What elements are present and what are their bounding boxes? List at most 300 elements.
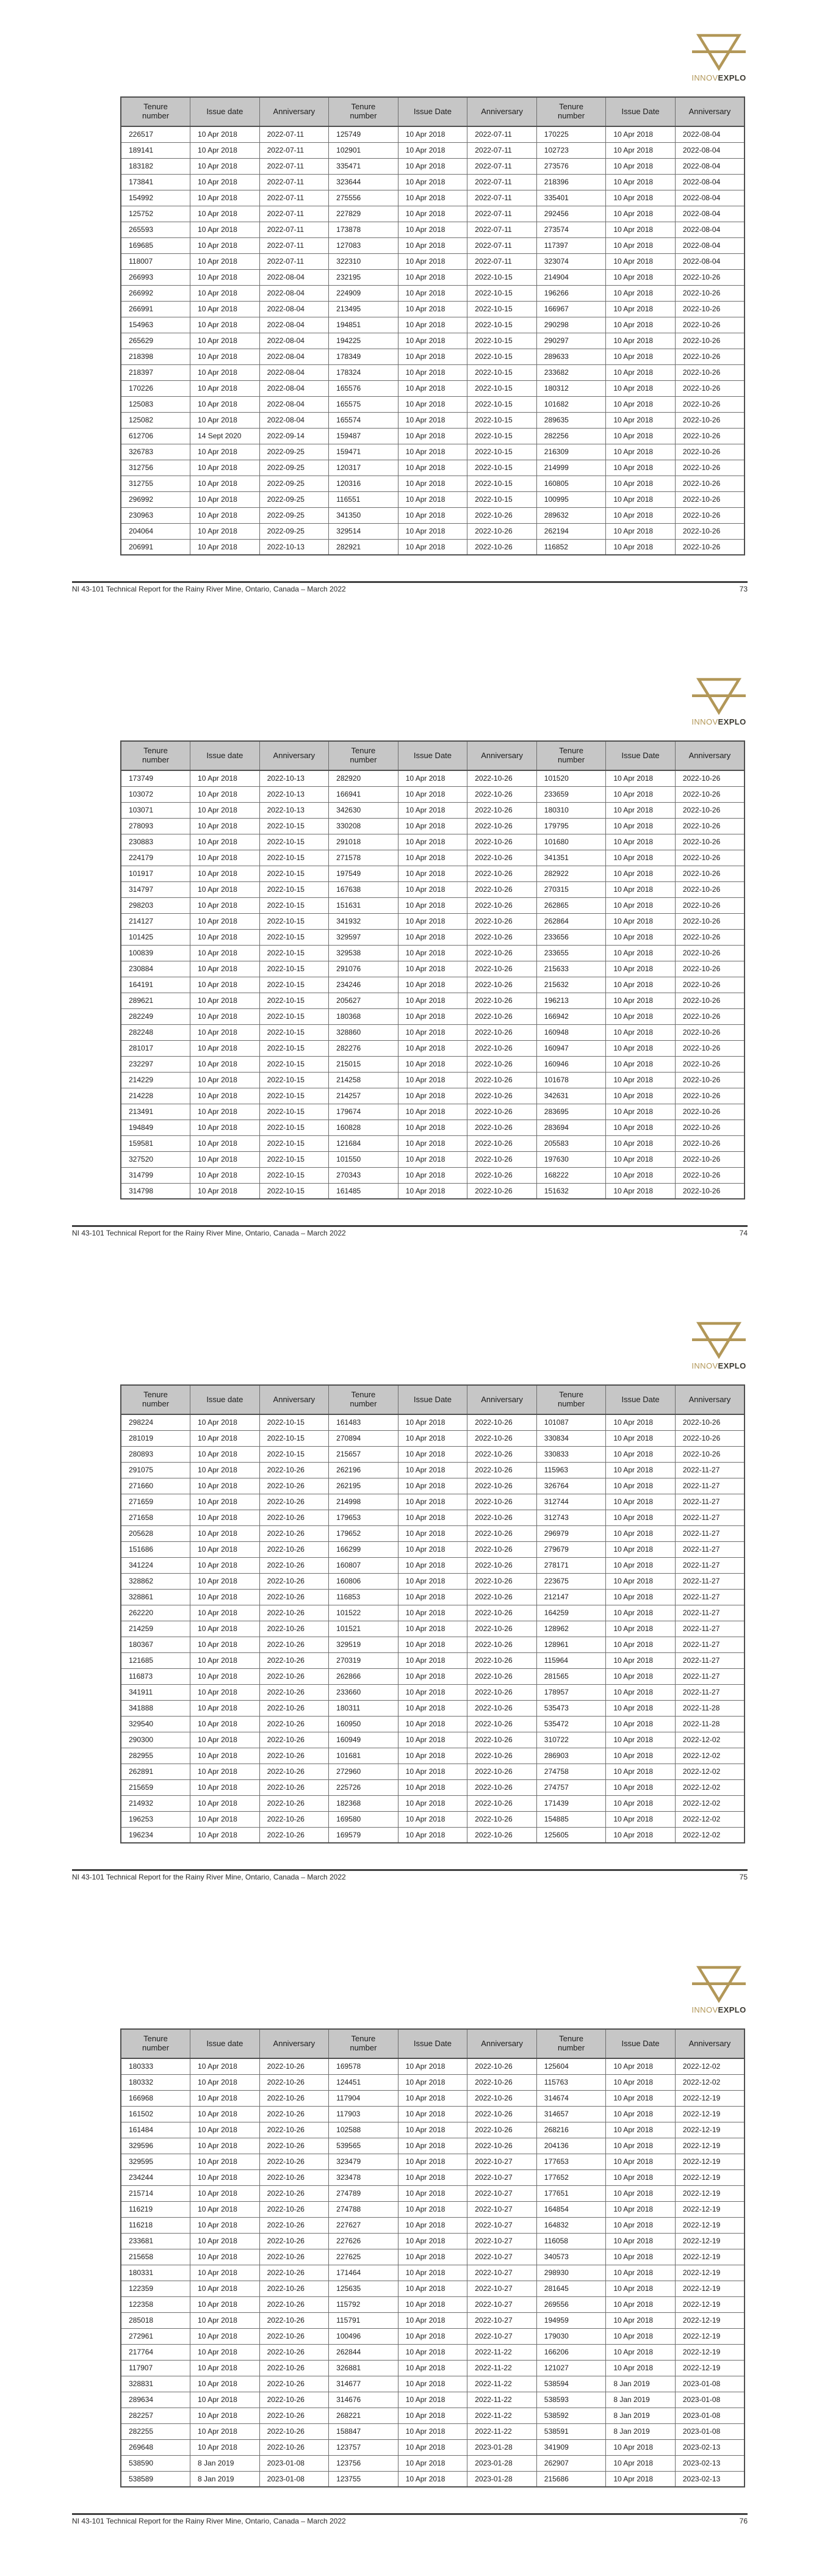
tenure-number-cell: 265629 bbox=[121, 333, 190, 349]
tenure-number-cell: 314799 bbox=[121, 1167, 190, 1183]
anniversary-cell: 2022-10-27 bbox=[467, 2185, 537, 2201]
tenure-number-cell: 329596 bbox=[121, 2138, 190, 2154]
tenure-number-cell: 330834 bbox=[536, 1430, 606, 1446]
issue-date-cell: 10 Apr 2018 bbox=[190, 1573, 260, 1589]
anniversary-cell: 2022-10-26 bbox=[259, 2296, 329, 2312]
anniversary-cell: 2022-10-26 bbox=[675, 897, 745, 913]
issue-date-cell: 10 Apr 2018 bbox=[190, 1605, 260, 1621]
footer-report-title: NI 43-101 Technical Report for the Rainy River Mine, Ontario, Canada – March 2022 bbox=[72, 2517, 346, 2525]
anniversary-cell: 2022-10-26 bbox=[259, 2328, 329, 2344]
table-row bbox=[121, 2439, 745, 2455]
anniversary-cell: 2022-08-04 bbox=[675, 126, 745, 142]
issue-date-cell: 10 Apr 2018 bbox=[398, 158, 467, 174]
tenure-number-cell: 215686 bbox=[536, 2471, 606, 2487]
tenure-number-cell: 160949 bbox=[329, 1732, 398, 1748]
tenure-number-cell: 268221 bbox=[329, 2408, 398, 2423]
tenure-number-cell: 194849 bbox=[121, 1120, 190, 1135]
issue-date-cell: 10 Apr 2018 bbox=[190, 1056, 260, 1072]
tenure-number-cell: 215657 bbox=[329, 1446, 398, 1462]
anniversary-cell: 2022-10-26 bbox=[467, 507, 537, 523]
anniversary-cell: 2022-10-26 bbox=[259, 2201, 329, 2217]
anniversary-cell: 2022-12-02 bbox=[675, 2074, 745, 2090]
document-page bbox=[0, 644, 833, 1288]
tenure-number-cell: 233655 bbox=[536, 945, 606, 961]
anniversary-cell: 2022-10-26 bbox=[259, 2090, 329, 2106]
anniversary-cell: 2022-10-15 bbox=[259, 834, 329, 850]
anniversary-cell: 2022-07-11 bbox=[259, 222, 329, 237]
issue-date-cell: 10 Apr 2018 bbox=[398, 1541, 467, 1557]
tenure-number-cell: 180332 bbox=[121, 2074, 190, 2090]
table-row bbox=[121, 507, 745, 523]
issue-date-cell: 10 Apr 2018 bbox=[398, 897, 467, 913]
tenure-number-cell: 314797 bbox=[121, 881, 190, 897]
tenure-number-cell: 538592 bbox=[536, 2408, 606, 2423]
tenure-number-cell: 115792 bbox=[329, 2296, 398, 2312]
tenure-number-cell: 214258 bbox=[329, 1072, 398, 1088]
anniversary-cell: 2022-10-26 bbox=[675, 317, 745, 333]
tenure-number-cell: 197630 bbox=[536, 1151, 606, 1167]
tenure-number-cell: 212147 bbox=[536, 1589, 606, 1605]
issue-date-cell: 10 Apr 2018 bbox=[190, 253, 260, 269]
anniversary-cell: 2022-10-26 bbox=[675, 460, 745, 476]
tenure-number-cell: 329538 bbox=[329, 945, 398, 961]
tenure-number-cell: 215659 bbox=[121, 1779, 190, 1795]
tenure-number-cell: 262907 bbox=[536, 2455, 606, 2471]
anniversary-cell: 2022-10-26 bbox=[467, 2090, 537, 2106]
tenure-number-cell: 262844 bbox=[329, 2344, 398, 2360]
issue-date-cell: 10 Apr 2018 bbox=[398, 2408, 467, 2423]
issue-date-cell: 10 Apr 2018 bbox=[190, 507, 260, 523]
anniversary-cell: 2022-10-26 bbox=[467, 977, 537, 993]
table-row bbox=[121, 1462, 745, 1478]
table-row bbox=[121, 142, 745, 158]
table-row bbox=[121, 1430, 745, 1446]
issue-date-cell: 10 Apr 2018 bbox=[606, 897, 676, 913]
tenure-number-cell: 196213 bbox=[536, 993, 606, 1008]
anniversary-cell: 2022-07-11 bbox=[259, 237, 329, 253]
anniversary-cell: 2022-10-26 bbox=[467, 1446, 537, 1462]
tenure-number-cell: 282921 bbox=[329, 539, 398, 555]
tenure-number-cell: 122358 bbox=[121, 2296, 190, 2312]
table-row bbox=[121, 158, 745, 174]
anniversary-cell: 2022-10-15 bbox=[259, 897, 329, 913]
tenure-number-cell: 326881 bbox=[329, 2360, 398, 2376]
column-header: Issue date bbox=[190, 741, 260, 770]
issue-date-cell: 10 Apr 2018 bbox=[606, 126, 676, 142]
issue-date-cell: 10 Apr 2018 bbox=[190, 1700, 260, 1716]
table-row bbox=[121, 1040, 745, 1056]
issue-date-cell: 10 Apr 2018 bbox=[398, 237, 467, 253]
table-head bbox=[121, 741, 745, 770]
table-row bbox=[121, 881, 745, 897]
anniversary-cell: 2022-10-26 bbox=[259, 2265, 329, 2281]
tenure-number-cell: 161502 bbox=[121, 2106, 190, 2122]
table-row bbox=[121, 2249, 745, 2265]
tenure-number-cell: 290297 bbox=[536, 333, 606, 349]
footer-page-number: 73 bbox=[739, 585, 748, 593]
anniversary-cell: 2022-10-26 bbox=[675, 1008, 745, 1024]
table-row bbox=[121, 1684, 745, 1700]
tenure-number-cell: 218398 bbox=[121, 349, 190, 364]
issue-date-cell: 10 Apr 2018 bbox=[190, 142, 260, 158]
issue-date-cell: 10 Apr 2018 bbox=[606, 174, 676, 190]
innovexplo-logo bbox=[690, 1321, 748, 1370]
table-row bbox=[121, 2455, 745, 2471]
tenure-number-cell: 215632 bbox=[536, 977, 606, 993]
anniversary-cell: 2022-12-02 bbox=[675, 1795, 745, 1811]
table-row bbox=[121, 850, 745, 866]
issue-date-cell: 10 Apr 2018 bbox=[398, 1716, 467, 1732]
table-row bbox=[121, 1446, 745, 1462]
issue-date-cell: 10 Apr 2018 bbox=[190, 476, 260, 491]
table-row bbox=[121, 2217, 745, 2233]
tenure-number-cell: 329597 bbox=[329, 929, 398, 945]
tenure-number-cell: 180312 bbox=[536, 380, 606, 396]
tenure-number-cell: 323478 bbox=[329, 2169, 398, 2185]
tenure-number-cell: 125752 bbox=[121, 206, 190, 222]
anniversary-cell: 2022-12-19 bbox=[675, 2106, 745, 2122]
column-header: Anniversary bbox=[675, 1385, 745, 1414]
tenure-number-cell: 289634 bbox=[121, 2392, 190, 2408]
issue-date-cell: 10 Apr 2018 bbox=[606, 1462, 676, 1478]
table-row bbox=[121, 539, 745, 555]
issue-date-cell: 10 Apr 2018 bbox=[606, 802, 676, 818]
issue-date-cell: 10 Apr 2018 bbox=[606, 539, 676, 555]
tenure-number-cell: 227627 bbox=[329, 2217, 398, 2233]
anniversary-cell: 2022-10-26 bbox=[467, 1056, 537, 1072]
anniversary-cell: 2022-10-26 bbox=[467, 850, 537, 866]
tenure-number-cell: 121685 bbox=[121, 1652, 190, 1668]
issue-date-cell: 10 Apr 2018 bbox=[398, 1637, 467, 1652]
tenure-number-cell: 230884 bbox=[121, 961, 190, 977]
table-row bbox=[121, 317, 745, 333]
table-row bbox=[121, 412, 745, 428]
anniversary-cell: 2022-12-02 bbox=[675, 2058, 745, 2074]
tenure-number-cell: 262865 bbox=[536, 897, 606, 913]
issue-date-cell: 10 Apr 2018 bbox=[190, 1120, 260, 1135]
issue-date-cell: 10 Apr 2018 bbox=[190, 1684, 260, 1700]
anniversary-cell: 2022-10-15 bbox=[467, 364, 537, 380]
table-row bbox=[121, 523, 745, 539]
issue-date-cell: 10 Apr 2018 bbox=[398, 2281, 467, 2296]
table-row bbox=[121, 1652, 745, 1668]
anniversary-cell: 2022-10-26 bbox=[467, 1779, 537, 1795]
tenure-number-cell: 233682 bbox=[536, 364, 606, 380]
table-row bbox=[121, 1748, 745, 1764]
tenure-number-cell: 312756 bbox=[121, 460, 190, 476]
tenure-number-cell: 151686 bbox=[121, 1541, 190, 1557]
anniversary-cell: 2022-10-15 bbox=[467, 285, 537, 301]
issue-date-cell: 10 Apr 2018 bbox=[606, 1183, 676, 1199]
issue-date-cell: 10 Apr 2018 bbox=[606, 2185, 676, 2201]
tenure-number-cell: 281017 bbox=[121, 1040, 190, 1056]
anniversary-cell: 2022-11-27 bbox=[675, 1478, 745, 1494]
tenure-number-cell: 289632 bbox=[536, 507, 606, 523]
logo-text-innov: INNOV bbox=[691, 717, 718, 726]
anniversary-cell: 2022-10-26 bbox=[467, 1732, 537, 1748]
tenure-number-cell: 282255 bbox=[121, 2423, 190, 2439]
table-row bbox=[121, 897, 745, 913]
anniversary-cell: 2022-12-19 bbox=[675, 2122, 745, 2138]
tenure-number-cell: 213495 bbox=[329, 301, 398, 317]
table-row bbox=[121, 1716, 745, 1732]
anniversary-cell: 2022-07-11 bbox=[467, 158, 537, 174]
anniversary-cell: 2022-12-19 bbox=[675, 2344, 745, 2360]
table-row bbox=[121, 2185, 745, 2201]
table-row bbox=[121, 2106, 745, 2122]
tenure-number-cell: 125082 bbox=[121, 412, 190, 428]
table-row bbox=[121, 1605, 745, 1621]
tenure-number-cell: 230963 bbox=[121, 507, 190, 523]
issue-date-cell: 10 Apr 2018 bbox=[606, 2312, 676, 2328]
issue-date-cell: 10 Apr 2018 bbox=[190, 802, 260, 818]
anniversary-cell: 2022-10-26 bbox=[259, 1605, 329, 1621]
anniversary-cell: 2022-10-26 bbox=[467, 993, 537, 1008]
anniversary-cell: 2022-10-26 bbox=[675, 770, 745, 786]
anniversary-cell: 2023-01-08 bbox=[675, 2376, 745, 2392]
anniversary-cell: 2022-10-26 bbox=[467, 2106, 537, 2122]
issue-date-cell: 10 Apr 2018 bbox=[190, 1716, 260, 1732]
anniversary-cell: 2022-10-26 bbox=[467, 2074, 537, 2090]
anniversary-cell: 2022-10-26 bbox=[675, 539, 745, 555]
footer-page-number: 75 bbox=[739, 1873, 748, 1881]
footer-page-number: 74 bbox=[739, 1229, 748, 1237]
anniversary-cell: 2022-10-15 bbox=[467, 317, 537, 333]
tenure-number-cell: 535472 bbox=[536, 1716, 606, 1732]
column-header: Tenure number bbox=[329, 1385, 398, 1414]
anniversary-cell: 2022-10-26 bbox=[467, 1541, 537, 1557]
tenure-number-cell: 160828 bbox=[329, 1120, 398, 1135]
table-row bbox=[121, 1573, 745, 1589]
tenure-number-cell: 189141 bbox=[121, 142, 190, 158]
logo-text-innov: INNOV bbox=[691, 2005, 718, 2014]
issue-date-cell: 10 Apr 2018 bbox=[190, 881, 260, 897]
tenure-number-cell: 120317 bbox=[329, 460, 398, 476]
table-row bbox=[121, 1056, 745, 1072]
tenure-number-cell: 173841 bbox=[121, 174, 190, 190]
table-row bbox=[121, 190, 745, 206]
anniversary-cell: 2022-10-26 bbox=[467, 1652, 537, 1668]
anniversary-cell: 2022-10-26 bbox=[467, 1414, 537, 1430]
tenure-number-cell: 169579 bbox=[329, 1827, 398, 1843]
table-row bbox=[121, 1135, 745, 1151]
anniversary-cell: 2022-10-15 bbox=[259, 1088, 329, 1104]
logo-text-explo: EXPLO bbox=[718, 2005, 746, 2014]
issue-date-cell: 10 Apr 2018 bbox=[190, 1589, 260, 1605]
issue-date-cell: 10 Apr 2018 bbox=[606, 285, 676, 301]
issue-date-cell: 10 Apr 2018 bbox=[398, 2058, 467, 2074]
issue-date-cell: 10 Apr 2018 bbox=[398, 222, 467, 237]
issue-date-cell: 10 Apr 2018 bbox=[606, 1621, 676, 1637]
issue-date-cell: 10 Apr 2018 bbox=[190, 2296, 260, 2312]
tenure-number-cell: 213491 bbox=[121, 1104, 190, 1120]
issue-date-cell: 10 Apr 2018 bbox=[190, 301, 260, 317]
anniversary-cell: 2022-12-19 bbox=[675, 2217, 745, 2233]
issue-date-cell: 10 Apr 2018 bbox=[606, 818, 676, 834]
anniversary-cell: 2022-10-15 bbox=[467, 491, 537, 507]
tenure-number-cell: 103072 bbox=[121, 786, 190, 802]
anniversary-cell: 2022-10-15 bbox=[259, 1135, 329, 1151]
issue-date-cell: 10 Apr 2018 bbox=[190, 222, 260, 237]
issue-date-cell: 10 Apr 2018 bbox=[190, 929, 260, 945]
anniversary-cell: 2022-10-26 bbox=[675, 491, 745, 507]
tenure-number-cell: 179795 bbox=[536, 818, 606, 834]
anniversary-cell: 2022-10-26 bbox=[467, 1716, 537, 1732]
anniversary-cell: 2022-08-04 bbox=[675, 253, 745, 269]
issue-date-cell: 10 Apr 2018 bbox=[606, 1732, 676, 1748]
anniversary-cell: 2022-10-26 bbox=[259, 2122, 329, 2138]
issue-date-cell: 10 Apr 2018 bbox=[398, 1088, 467, 1104]
anniversary-cell: 2023-02-13 bbox=[675, 2471, 745, 2487]
table-row bbox=[121, 1525, 745, 1541]
anniversary-cell: 2022-07-11 bbox=[259, 206, 329, 222]
innovexplo-triangle-icon bbox=[691, 33, 746, 72]
issue-date-cell: 8 Jan 2019 bbox=[606, 2392, 676, 2408]
issue-date-cell: 10 Apr 2018 bbox=[398, 126, 467, 142]
anniversary-cell: 2022-08-04 bbox=[259, 349, 329, 364]
table-row bbox=[121, 1414, 745, 1430]
anniversary-cell: 2022-10-15 bbox=[259, 1024, 329, 1040]
issue-date-cell: 10 Apr 2018 bbox=[190, 2408, 260, 2423]
tenure-number-cell: 538589 bbox=[121, 2471, 190, 2487]
anniversary-cell: 2022-10-27 bbox=[467, 2169, 537, 2185]
anniversary-cell: 2022-10-27 bbox=[467, 2201, 537, 2217]
anniversary-cell: 2022-11-22 bbox=[467, 2423, 537, 2439]
tenure-number-cell: 215658 bbox=[121, 2249, 190, 2265]
issue-date-cell: 10 Apr 2018 bbox=[398, 2122, 467, 2138]
issue-date-cell: 10 Apr 2018 bbox=[398, 2455, 467, 2471]
tenure-number-cell: 275556 bbox=[329, 190, 398, 206]
tenure-number-cell: 535473 bbox=[536, 1700, 606, 1716]
table-row bbox=[121, 253, 745, 269]
anniversary-cell: 2022-10-26 bbox=[467, 1764, 537, 1779]
issue-date-cell: 10 Apr 2018 bbox=[190, 818, 260, 834]
issue-date-cell: 10 Apr 2018 bbox=[190, 1088, 260, 1104]
tenure-number-cell: 342631 bbox=[536, 1088, 606, 1104]
tenure-schedule-table bbox=[120, 96, 745, 555]
anniversary-cell: 2022-10-26 bbox=[675, 523, 745, 539]
tenure-number-cell: 102901 bbox=[329, 142, 398, 158]
issue-date-cell: 10 Apr 2018 bbox=[398, 945, 467, 961]
issue-date-cell: 10 Apr 2018 bbox=[398, 317, 467, 333]
issue-date-cell: 10 Apr 2018 bbox=[398, 523, 467, 539]
issue-date-cell: 10 Apr 2018 bbox=[398, 929, 467, 945]
tenure-number-cell: 165575 bbox=[329, 396, 398, 412]
anniversary-cell: 2022-10-26 bbox=[467, 1104, 537, 1120]
issue-date-cell: 10 Apr 2018 bbox=[398, 396, 467, 412]
issue-date-cell: 10 Apr 2018 bbox=[190, 174, 260, 190]
anniversary-cell: 2022-11-28 bbox=[675, 1716, 745, 1732]
issue-date-cell: 10 Apr 2018 bbox=[398, 2233, 467, 2249]
tenure-number-cell: 312743 bbox=[536, 1510, 606, 1525]
issue-date-cell: 10 Apr 2018 bbox=[606, 1024, 676, 1040]
anniversary-cell: 2023-02-13 bbox=[675, 2439, 745, 2455]
tenure-number-cell: 125604 bbox=[536, 2058, 606, 2074]
tenure-number-cell: 298224 bbox=[121, 1414, 190, 1430]
issue-date-cell: 10 Apr 2018 bbox=[398, 802, 467, 818]
column-header: Anniversary bbox=[259, 97, 329, 126]
anniversary-cell: 2022-10-15 bbox=[467, 333, 537, 349]
issue-date-cell: 10 Apr 2018 bbox=[190, 2249, 260, 2265]
anniversary-cell: 2022-10-26 bbox=[467, 1557, 537, 1573]
anniversary-cell: 2022-10-15 bbox=[467, 380, 537, 396]
tenure-number-cell: 269648 bbox=[121, 2439, 190, 2455]
anniversary-cell: 2022-10-26 bbox=[259, 2360, 329, 2376]
column-header: Anniversary bbox=[675, 741, 745, 770]
issue-date-cell: 10 Apr 2018 bbox=[398, 1668, 467, 1684]
tenure-number-cell: 116219 bbox=[121, 2201, 190, 2217]
tenure-number-cell: 103071 bbox=[121, 802, 190, 818]
anniversary-cell: 2022-11-27 bbox=[675, 1557, 745, 1573]
issue-date-cell: 10 Apr 2018 bbox=[398, 190, 467, 206]
table-row bbox=[121, 818, 745, 834]
anniversary-cell: 2022-10-26 bbox=[259, 1652, 329, 1668]
anniversary-cell: 2022-10-15 bbox=[259, 1151, 329, 1167]
table-row bbox=[121, 126, 745, 142]
column-header: Issue Date bbox=[398, 2029, 467, 2058]
tenure-number-cell: 117903 bbox=[329, 2106, 398, 2122]
issue-date-cell: 10 Apr 2018 bbox=[190, 1764, 260, 1779]
issue-date-cell: 10 Apr 2018 bbox=[190, 2312, 260, 2328]
footer-rule bbox=[72, 581, 748, 583]
anniversary-cell: 2022-10-26 bbox=[675, 993, 745, 1008]
anniversary-cell: 2022-10-26 bbox=[259, 2312, 329, 2328]
anniversary-cell: 2022-08-04 bbox=[259, 412, 329, 428]
innovexplo-logo bbox=[690, 33, 748, 82]
tenure-number-cell: 120316 bbox=[329, 476, 398, 491]
anniversary-cell: 2022-10-26 bbox=[467, 802, 537, 818]
tenure-number-cell: 328831 bbox=[121, 2376, 190, 2392]
table-row bbox=[121, 2376, 745, 2392]
issue-date-cell: 10 Apr 2018 bbox=[398, 1446, 467, 1462]
tenure-number-cell: 117907 bbox=[121, 2360, 190, 2376]
anniversary-cell: 2022-12-02 bbox=[675, 1732, 745, 1748]
anniversary-cell: 2022-12-02 bbox=[675, 1827, 745, 1843]
issue-date-cell: 10 Apr 2018 bbox=[606, 1056, 676, 1072]
issue-date-cell: 10 Apr 2018 bbox=[606, 993, 676, 1008]
anniversary-cell: 2022-10-26 bbox=[467, 2138, 537, 2154]
anniversary-cell: 2022-10-15 bbox=[467, 301, 537, 317]
anniversary-cell: 2022-07-11 bbox=[467, 142, 537, 158]
tenure-number-cell: 101522 bbox=[329, 1605, 398, 1621]
issue-date-cell: 10 Apr 2018 bbox=[606, 2138, 676, 2154]
tenure-number-cell: 232297 bbox=[121, 1056, 190, 1072]
issue-date-cell: 10 Apr 2018 bbox=[606, 1605, 676, 1621]
anniversary-cell: 2022-09-25 bbox=[259, 507, 329, 523]
innovexplo-logo bbox=[690, 677, 748, 726]
issue-date-cell: 10 Apr 2018 bbox=[606, 1104, 676, 1120]
issue-date-cell: 10 Apr 2018 bbox=[398, 428, 467, 444]
anniversary-cell: 2022-10-26 bbox=[259, 1541, 329, 1557]
issue-date-cell: 10 Apr 2018 bbox=[606, 190, 676, 206]
tenure-number-cell: 296992 bbox=[121, 491, 190, 507]
issue-date-cell: 10 Apr 2018 bbox=[190, 491, 260, 507]
tenure-number-cell: 164854 bbox=[536, 2201, 606, 2217]
issue-date-cell: 10 Apr 2018 bbox=[190, 349, 260, 364]
issue-date-cell: 10 Apr 2018 bbox=[606, 1637, 676, 1652]
issue-date-cell: 10 Apr 2018 bbox=[606, 460, 676, 476]
issue-date-cell: 10 Apr 2018 bbox=[190, 2074, 260, 2090]
tenure-number-cell: 266993 bbox=[121, 269, 190, 285]
table-row bbox=[121, 285, 745, 301]
anniversary-cell: 2022-10-26 bbox=[467, 834, 537, 850]
tenure-number-cell: 177653 bbox=[536, 2154, 606, 2169]
tenure-number-cell: 102588 bbox=[329, 2122, 398, 2138]
anniversary-cell: 2022-09-25 bbox=[259, 491, 329, 507]
column-header: Anniversary bbox=[259, 2029, 329, 2058]
anniversary-cell: 2022-10-15 bbox=[467, 349, 537, 364]
issue-date-cell: 10 Apr 2018 bbox=[190, 1621, 260, 1637]
